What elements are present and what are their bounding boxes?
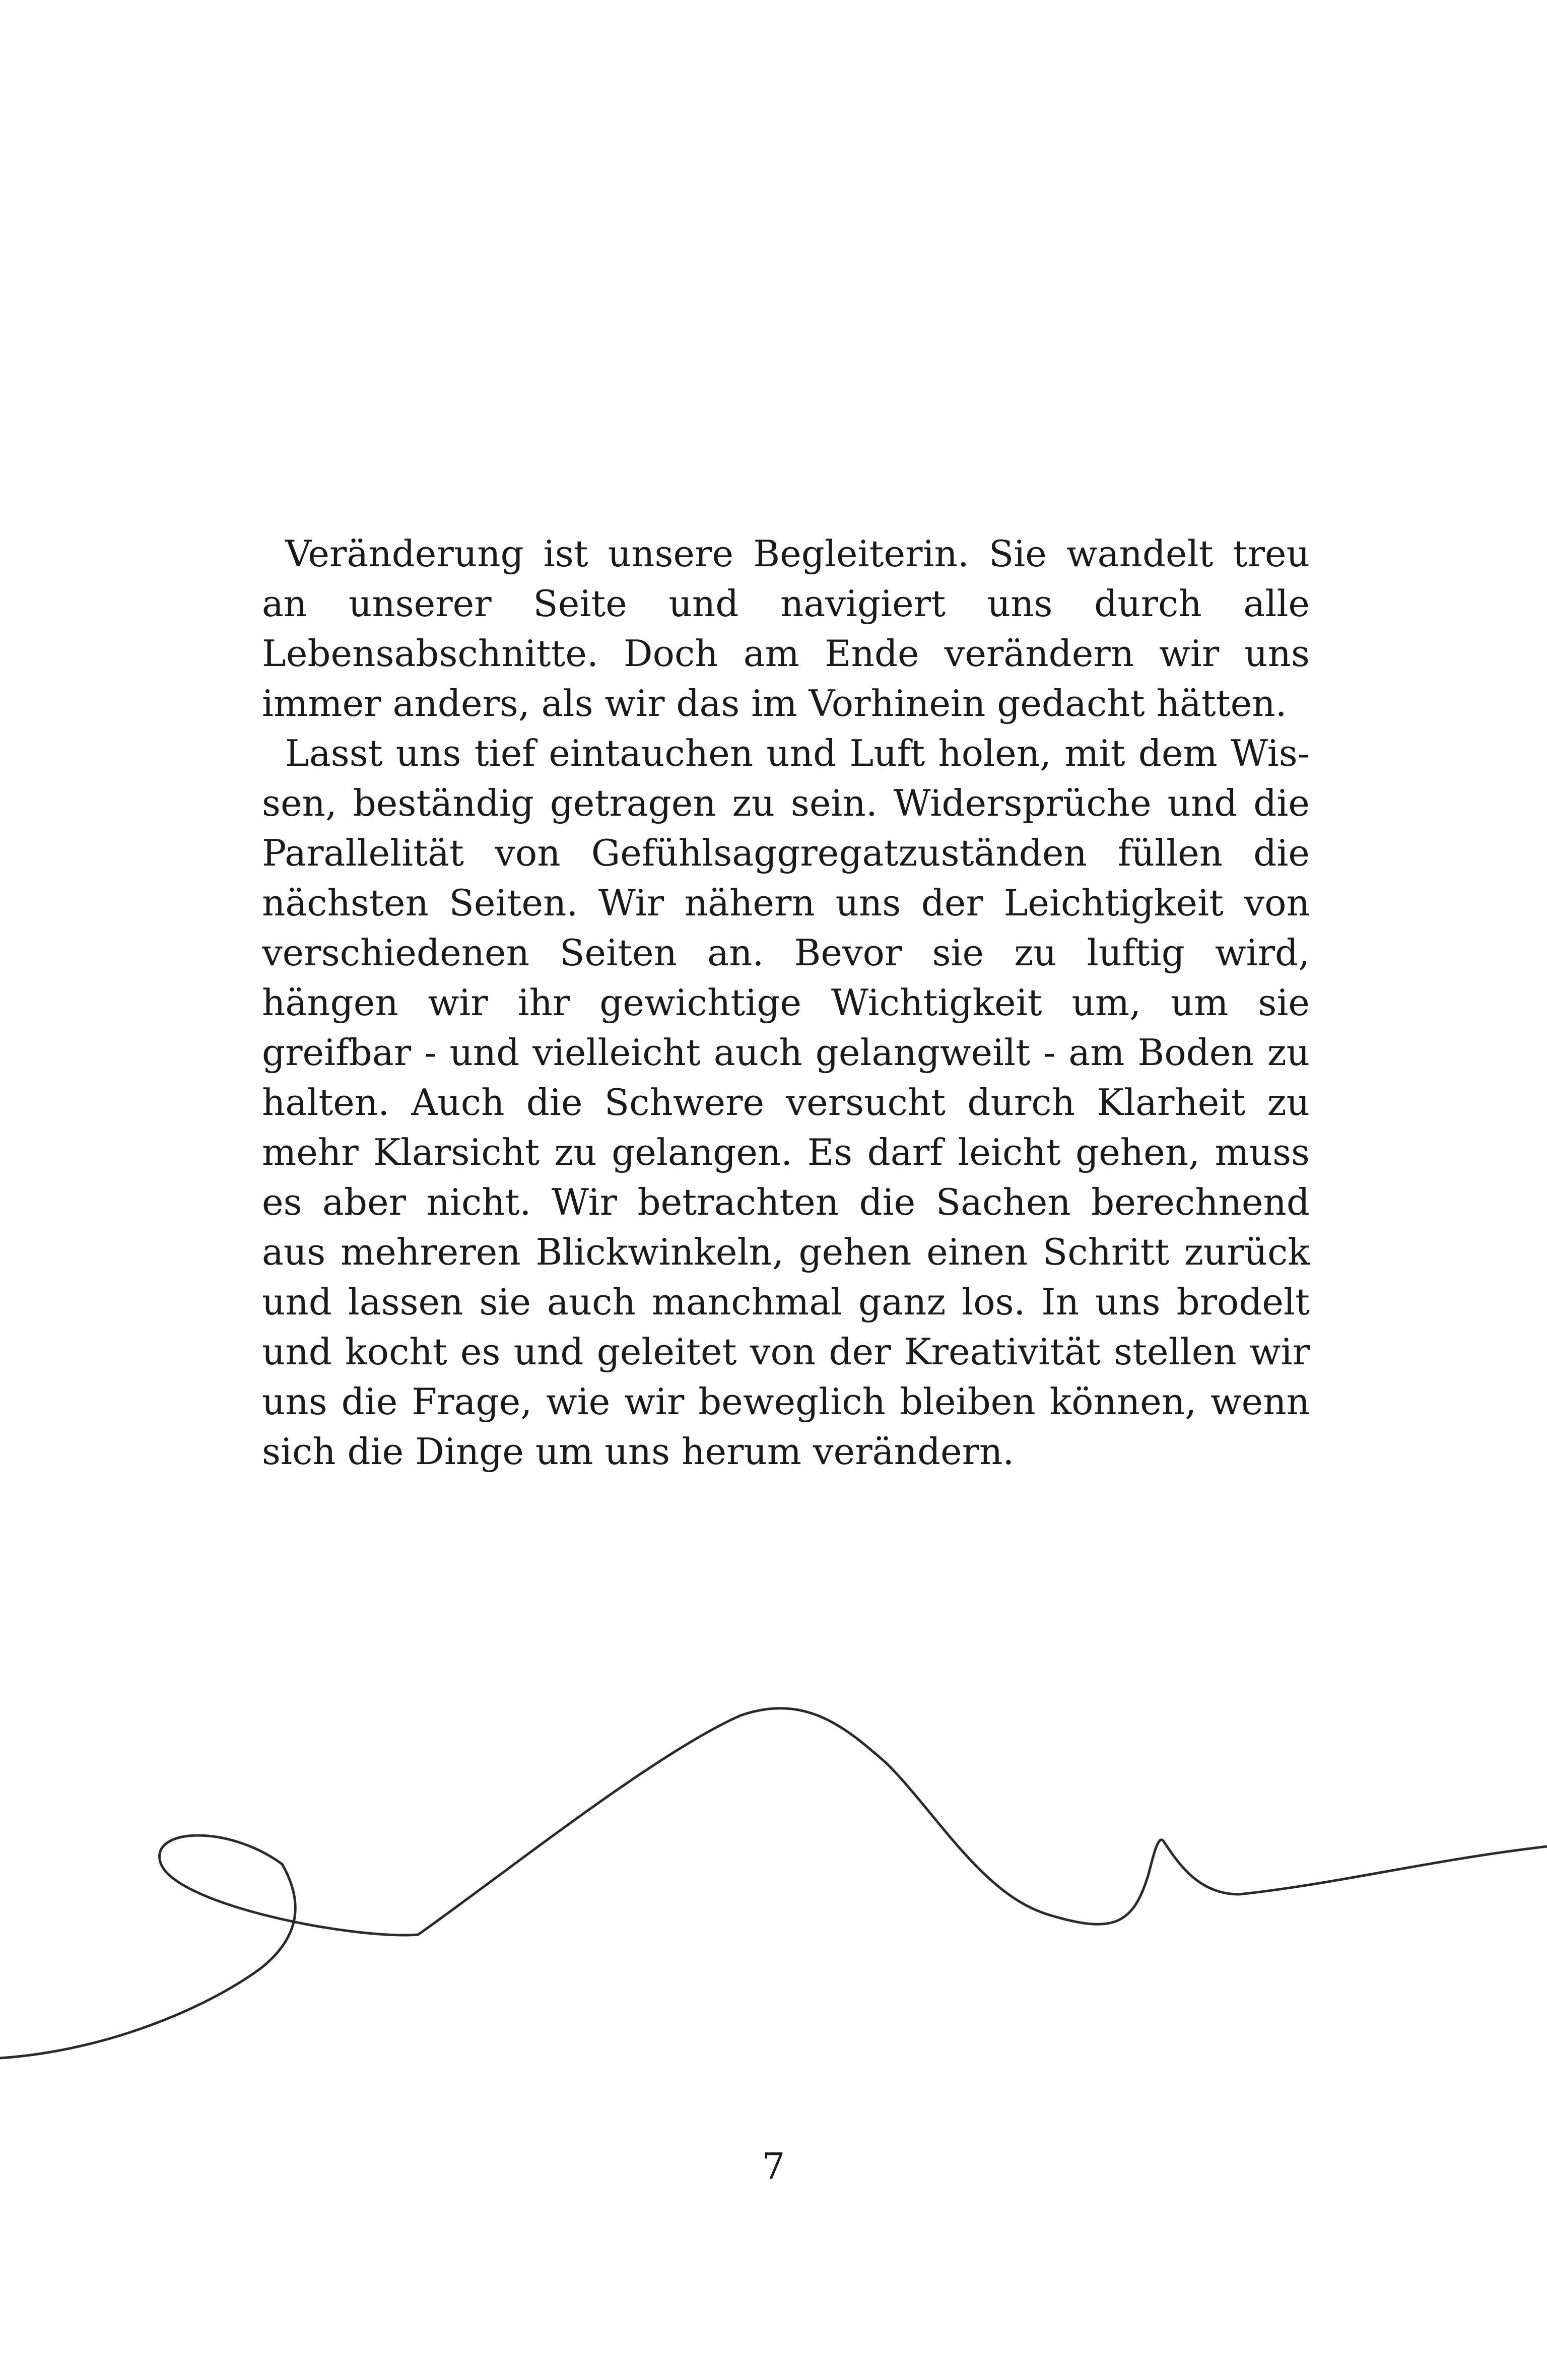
- paragraph-1: Veränderung ist unsere Begleiterin. Sie wandelt treu an unserer Seite und navigiert uns durch alle Lebensabschnitte. Doch am Ende verändern wir uns immer anders, als wir das im Vorhinein gedacht hätten.: [262, 533, 1310, 724]
- body-text: [262, 529, 1310, 1477]
- paragraph-2: Lasst uns tief eintauchen und Luft holen, mit dem Wissen, beständig getragen zu sein. Widersprüche und die Parallelität von Gefühlsaggregatzuständen füllen die nächsten Seiten. Wir nähern uns der Leichtigkeit von verschiedenen Seiten an. Bevor sie zu luftig wird, hängen wir ihr gewichtige Wichtigkeit um, um sie greifbar - und vielleicht auch gelangweilt - am Boden zu halten. Auch die Schwere versucht durch Klarheit zu mehr Klarsicht zu gelangen. Es darf leicht gehen, muss es aber nicht. Wir betrachten die Sachen berechnend aus mehreren Blickwinkeln, gehen einen Schritt zurück und lassen sie auch manchmal ganz los. In uns brodelt und kocht es und geleitet von der Kreativität stellen wir uns die Frage, wie wir beweglich bleiben können, wenn sich die Dinge um uns herum verändern.: [262, 732, 1310, 1473]
- page-number: 7: [762, 2145, 785, 2188]
- line-art-path: [0, 1708, 1547, 2058]
- continuous-line-drawing-icon: [0, 1663, 1547, 2116]
